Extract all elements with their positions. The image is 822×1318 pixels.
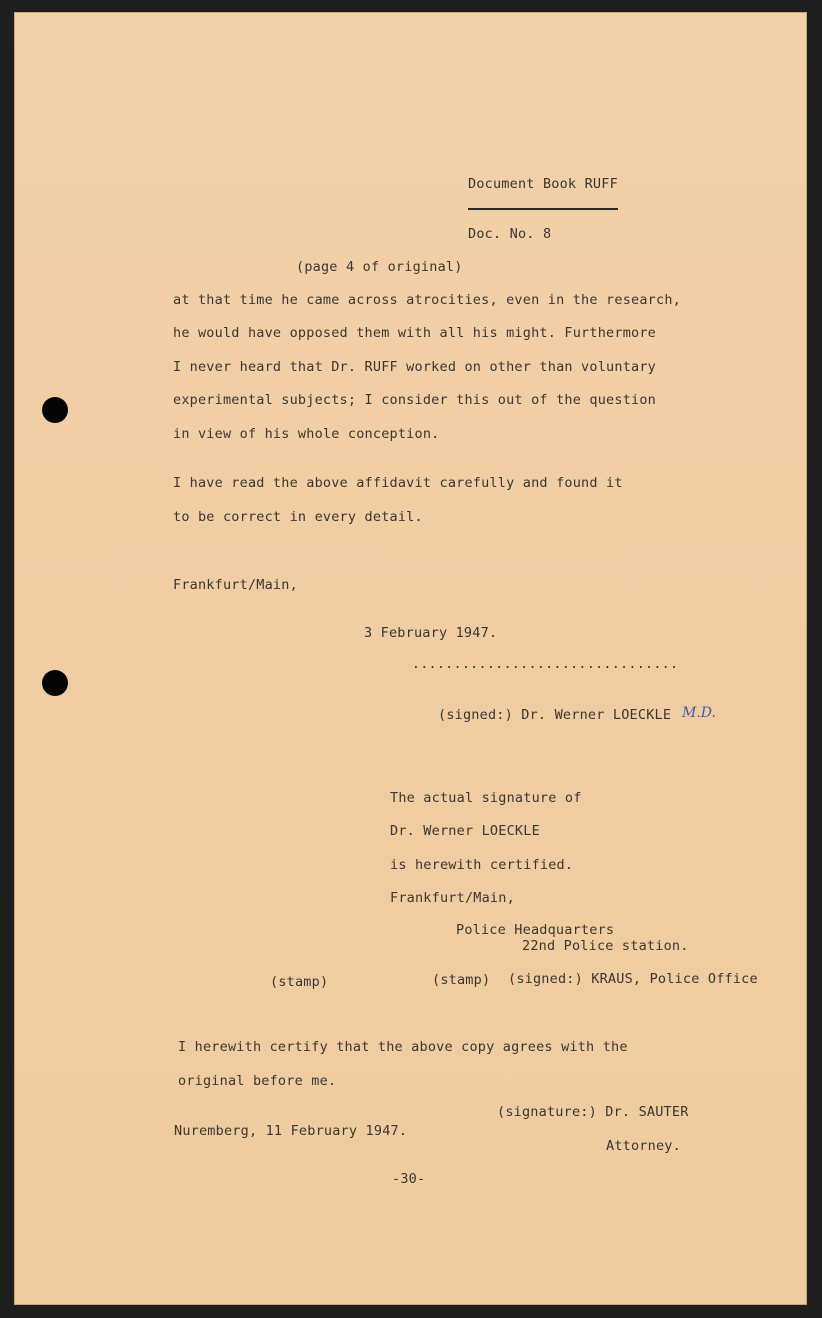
handwritten-md: M.D. [682, 705, 716, 721]
paragraph1-line1: at that time he came across atrocities, even in the research, [173, 292, 681, 308]
copy-cert-line2: original before me. [178, 1073, 337, 1089]
paragraph1-line2: he would have opposed them with all his might. Furthermore [173, 325, 657, 341]
paragraph1-line3: I never heard that Dr. RUFF worked on other than voluntary [173, 359, 657, 375]
copy-cert-signature: (signature:) Dr. SAUTER [497, 1104, 689, 1120]
signing-date: 3 February 1947. [364, 625, 498, 641]
paragraph2-line2: to be correct in every detail. [173, 509, 423, 525]
paragraph1-line5: in view of his whole conception. [173, 426, 440, 442]
copy-cert-place-date: Nuremberg, 11 February 1947. [174, 1123, 408, 1139]
paragraph1-line4: experimental subjects; I consider this out of the question [173, 392, 657, 408]
stamp-middle: (stamp) [432, 972, 491, 988]
document-book-label: Document Book RUFF [468, 176, 618, 192]
stamp-left: (stamp) [270, 974, 329, 990]
copy-cert-line1: I herewith certify that the above copy agrees with the [178, 1039, 628, 1055]
police-headquarters: Police Headquarters [456, 922, 615, 938]
header-rule [468, 208, 618, 210]
punch-hole-bottom [42, 670, 68, 696]
document-page [14, 12, 807, 1305]
signed-name: (signed:) Dr. Werner LOECKLE [438, 707, 672, 723]
page-number: -30- [392, 1171, 426, 1187]
police-signed: (signed:) KRAUS, Police Office [508, 971, 758, 987]
punch-hole-top [42, 397, 68, 423]
paragraph2-line1: I have read the above affidavit carefully and found it [173, 475, 623, 491]
cert-line3: is herewith certified. [390, 857, 574, 873]
page-note: (page 4 of original) [296, 259, 463, 275]
document-number: Doc. No. 8 [468, 226, 552, 242]
cert-line1: The actual signature of [390, 790, 582, 806]
cert-line2: Dr. Werner LOECKLE [390, 823, 540, 839]
copy-cert-title: Attorney. [606, 1138, 681, 1154]
signing-place: Frankfurt/Main, [173, 577, 298, 593]
cert-line4: Frankfurt/Main, [390, 890, 515, 906]
signature-dotted-line: ................................ [412, 657, 679, 672]
police-station: 22nd Police station. [522, 938, 689, 954]
